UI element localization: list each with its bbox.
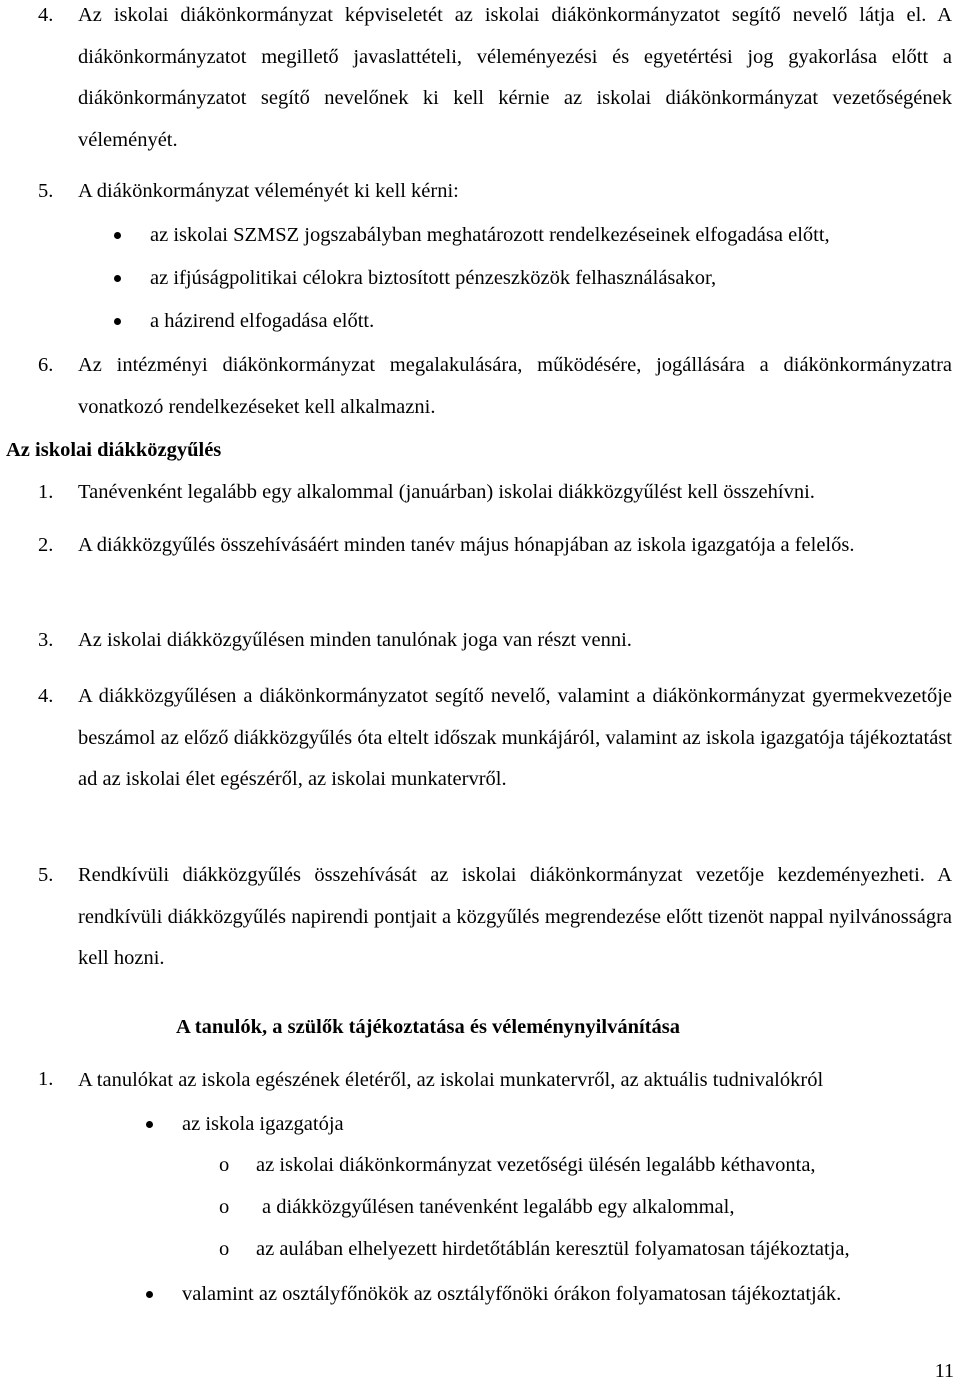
sub-bullet-item: az iskolai diákönkormányzat vezetőségi ülésén legalább kéthavonta, xyxy=(256,1154,816,1176)
page-number: 11 xyxy=(934,1360,954,1382)
paragraph-diakkozgyules-2: A diákközgyűlés összehívásáért minden tanév május hónapjában az iskola igazgatója a felelős. xyxy=(78,534,855,556)
bullet-icon xyxy=(114,232,121,239)
sub-bullet-marker: o xyxy=(219,1238,230,1260)
bullet-icon xyxy=(114,318,121,325)
sub-bullet-marker: o xyxy=(219,1196,230,1218)
list-number: 5. xyxy=(38,180,54,202)
list-number: 4. xyxy=(38,4,54,26)
section-heading-tajekoztatas: A tanulók, a szülők tájékoztatása és véleménynyilvánítása xyxy=(176,1016,680,1038)
list-number: 1. xyxy=(38,481,54,503)
paragraph-diakonkormanyzat-4: Az iskolai diákönkormányzat képviseletét az iskolai diákönkormányzatot segítő nevelő látja el. A diákönkormányzatot megillető javaslattételi, véleményezési és egyetértési jog gyakorlása előtt a diákönkormányzatot segítő nevelőnek ki kell kérnie az iskolai diákönkormányzat vezetőségének véleményét. xyxy=(78,4,952,151)
bullet-item: az ifjúságpolitikai célokra biztosított pénzeszközök felhasználásakor, xyxy=(150,267,717,289)
sub-bullet-marker: o xyxy=(219,1154,230,1176)
bullet-icon xyxy=(146,1291,153,1298)
paragraph-diakkozgyules-1: Tanévenként legalább egy alkalommal (januárban) iskolai diákközgyűlést kell összehívni. xyxy=(78,481,815,503)
bullet-item: az iskola igazgatója xyxy=(182,1113,344,1135)
paragraph-tajekoztatas-1: A tanulókat az iskola egészének életéről, az iskolai munkatervről, az aktuális tudnivalókról xyxy=(78,1069,824,1091)
list-number: 3. xyxy=(38,629,54,651)
bullet-item: az iskolai SZMSZ jogszabályban meghatározott rendelkezéseinek elfogadása előtt, xyxy=(150,224,830,246)
bullet-icon xyxy=(114,275,121,282)
list-number: 5. xyxy=(38,864,54,886)
paragraph-diakonkormanyzat-5: A diákönkormányzat véleményét ki kell kérni: xyxy=(78,180,459,202)
list-number: 1. xyxy=(38,1068,54,1090)
paragraph-diakkozgyules-5: Rendkívüli diákközgyűlés összehívását az iskolai diákönkormányzat vezetője kezdeményezheti. A rendkívüli diákközgyűlés napirendi pontjait a közgyűlés megrendezése előtt tizenöt nappal nyilvánosságra kell hozni. xyxy=(78,864,952,969)
sub-bullet-item: az aulában elhelyezett hirdetőtáblán keresztül folyamatosan tájékoztatja, xyxy=(256,1238,850,1260)
section-heading-diakkozgyules: Az iskolai diákközgyűlés xyxy=(6,439,222,461)
paragraph-diakkozgyules-3: Az iskolai diákközgyűlésen minden tanulónak joga van részt venni. xyxy=(78,629,632,651)
list-number: 6. xyxy=(38,354,54,376)
bullet-icon xyxy=(146,1121,153,1128)
bullet-item: valamint az osztályfőnökök az osztályfőnöki órákon folyamatosan tájékoztatják. xyxy=(182,1283,842,1305)
bullet-item: a házirend elfogadása előtt. xyxy=(150,310,375,332)
list-number: 4. xyxy=(38,685,54,707)
paragraph-diakonkormanyzat-6: Az intézményi diákönkormányzat megalakulására, működésére, jogállására a diákönkormányzatra vonatkozó rendelkezéseket kell alkalmazni. xyxy=(78,354,952,418)
list-number: 2. xyxy=(38,534,54,556)
paragraph-diakkozgyules-4: A diákközgyűlésen a diákönkormányzatot segítő nevelő, valamint a diákönkormányzat gyermekvezetője beszámol az előző diákközgyűlés óta eltelt időszak munkájáról, valamint az iskola igazgatója tájékoztatást ad az iskolai élet egészéről, az iskolai munkatervről. xyxy=(78,685,952,790)
sub-bullet-item: a diákközgyűlésen tanévenként legalább egy alkalommal, xyxy=(262,1196,735,1218)
